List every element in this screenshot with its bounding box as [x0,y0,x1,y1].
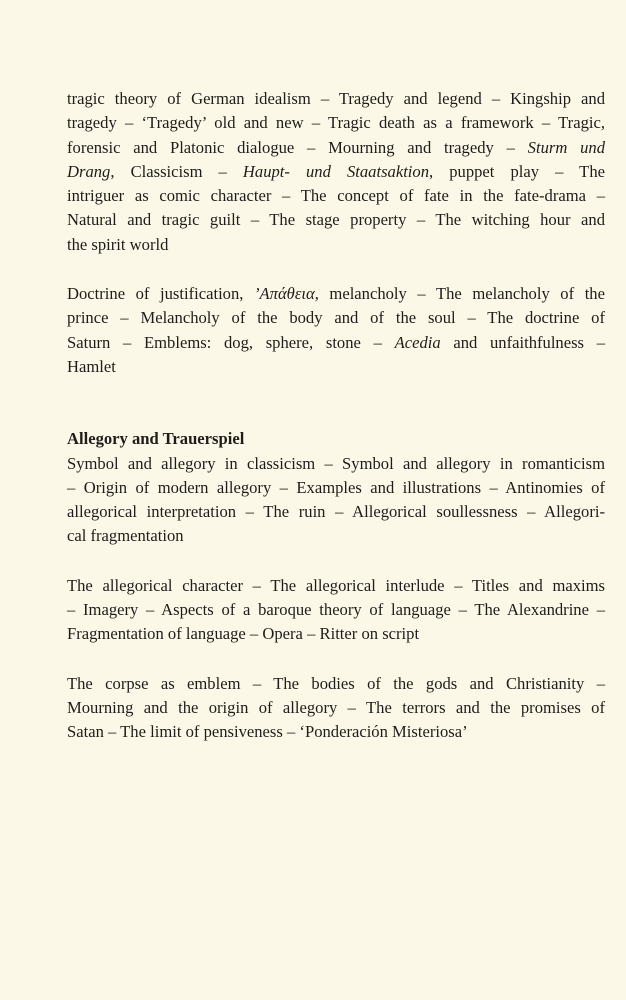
greek-word: ’Απάθεια [254,284,315,304]
text-run: , puppet play – The [429,161,605,181]
contents-paragraph-tragedy [67,87,605,257]
text-run: Doctrine of justification, [67,284,254,304]
text-line: Satan – The limit of pensiveness – ‘Ponderación Misteriosa’ [67,722,468,742]
text-run: Saturn – Emblems: dog, sphere, stone – [67,332,395,352]
contents-paragraph-corpse [67,672,605,745]
text-line: the spirit world [67,234,169,254]
paragraph-spacer [67,647,605,672]
contents-paragraph-allegory [67,452,605,549]
contents-text-block [67,87,605,745]
text-run: and unfaithfulness – [440,332,605,352]
text-line: allegorical interpretation – The ruin – Allegorical soullessness – Allegori- [67,502,605,522]
text-line: The allegorical character – The allegorical interlude – Titles and maxims [67,575,605,595]
text-line: Fragmentation of language – Opera – Ritter on script [67,624,420,644]
text-line [67,331,605,355]
text-line: intriguer as comic character – The concept of fate in the fate-drama – [67,186,605,206]
italic-title: Drang [67,161,111,181]
text-line: tragic theory of German idealism – Tragedy and legend – Kingship and [67,89,605,108]
text-line [67,136,605,160]
text-line: Symbol and allegory in classicism – Symbol and allegory in romanticism [67,453,605,473]
text-line [67,282,605,306]
text-line: Natural and tragic guilt – The stage property – The witching hour and [67,210,605,230]
text-line: – Imagery – Aspects of a baroque theory of language – The Alexandrine – [67,600,605,620]
section-spacer [67,379,605,427]
paragraph-spacer [67,257,605,282]
text-run: , Classicism – [110,161,243,181]
italic-title: Haupt- und Staatsaktion [242,161,430,181]
contents-paragraph-allegorical-character [67,574,605,647]
paragraph-spacer [67,549,605,574]
text-line: The corpse as emblem – The bodies of the gods and Christianity – [67,673,605,693]
text-line [67,160,605,184]
text-run: forensic and Platonic dialogue – Mourning and tragedy – [67,137,528,157]
text-run: , melancholy – The melancholy of the [314,284,605,304]
text-line: tragedy – ‘Tragedy’ old and new – Tragic death as a framework – Tragic, [67,113,605,133]
italic-title: Sturm und [527,137,605,157]
text-line: Hamlet [67,356,116,376]
contents-paragraph-melancholy [67,282,605,379]
italic-term: Acedia [394,332,441,352]
text-line: Mourning and the origin of allegory – The terrors and the promises of [67,697,605,717]
text-line: prince – Melancholy of the body and of the soul – The doctrine of [67,308,605,328]
section-heading: Allegory and Trauerspiel [67,429,245,449]
text-line: – Origin of modern allegory – Examples and illustrations – Antinomies of [67,477,605,497]
text-line: cal fragmentation [67,526,184,546]
